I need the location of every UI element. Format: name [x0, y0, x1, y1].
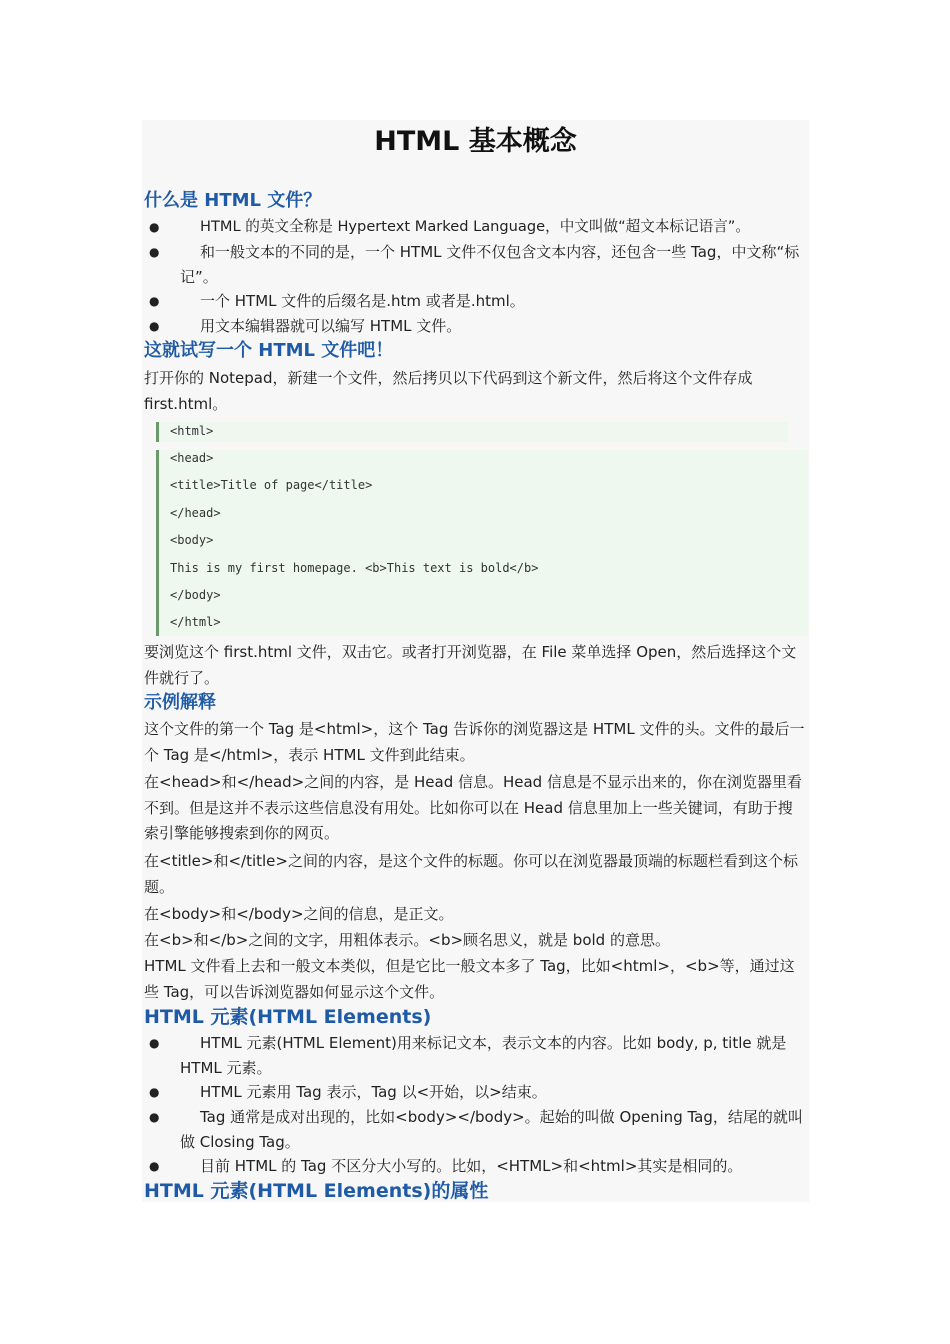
explain-paragraph: 在<title>和</title>之间的内容，是这个文件的标题。你可以在浏览器最顶端的标题栏看到这个标题。 — [144, 852, 798, 896]
code-line: <title>Title of page</title> — [170, 478, 373, 492]
list-item-text: HTML 元素用 Tag 表示，Tag 以<开始，以>结束。 — [200, 1083, 547, 1101]
list-item — [142, 1105, 807, 1154]
bullet-icon: ● — [149, 294, 160, 308]
heading-elements: HTML 元素(HTML Elements) — [144, 1006, 432, 1028]
code-line: </body> — [170, 588, 221, 602]
bullet-icon: ● — [149, 1110, 160, 1124]
list-item — [142, 1080, 807, 1105]
code-line: This is my first homepage. <b>This text is bold</b> — [170, 561, 539, 575]
bullet-icon: ● — [149, 1085, 160, 1099]
explain-paragraph: 在<b>和</b>之间的文字，用粗体表示。<b>顾名思义，就是 bold 的意思。 — [144, 931, 670, 949]
code-line: </head> — [170, 506, 221, 520]
code-block-first — [156, 422, 788, 442]
list-item — [142, 240, 807, 289]
page-title: HTML 基本概念 — [374, 126, 577, 157]
list-item-text: 一个 HTML 文件的后缀名是.htm 或者是.html。 — [200, 292, 525, 310]
intro-paragraph: 打开你的 Notepad，新建一个文件，然后拷贝以下代码到这个新文件，然后将这个文件存成 first.html。 — [144, 369, 753, 413]
list-item — [142, 314, 807, 339]
list-item — [142, 289, 807, 314]
heading-try-it: 这就试写一个 HTML 文件吧！ — [144, 340, 394, 361]
explain-paragraph: 在<body>和</body>之间的信息，是正文。 — [144, 905, 454, 923]
list-item-text: HTML 元素(HTML Element)用来标记文本，表示文本的内容。比如 body, p, title 就是 HTML 元素。 — [180, 1034, 787, 1077]
code-line: <html> — [170, 424, 214, 438]
heading-attributes: HTML 元素(HTML Elements)的属性 — [144, 1180, 489, 1202]
code-line: <body> — [170, 533, 214, 547]
list-item — [142, 1154, 807, 1179]
explain-paragraph: HTML 文件看上去和一般文本类似，但是它比一般文本多了 Tag，比如<html>，<b>等，通过这些 Tag，可以告诉浏览器如何显示这个文件。 — [144, 957, 795, 1001]
list-item-text: 和一般文本的不同的是，一个 HTML 文件不仅包含文本内容，还包含一些 Tag，中文称“标记”。 — [180, 243, 800, 286]
code-line: <head> — [170, 451, 214, 465]
bullet-icon: ● — [149, 319, 160, 333]
heading-what-is-html: 什么是 HTML 文件？ — [144, 190, 322, 211]
bullet-icon: ● — [149, 1036, 160, 1050]
list-item-text: Tag 通常是成对出现的，比如<body></body>。起始的叫做 Opening Tag，结尾的就叫做 Closing Tag。 — [180, 1108, 803, 1151]
list-item — [142, 1031, 807, 1080]
code-block — [156, 450, 808, 636]
bullet-icon: ● — [149, 220, 160, 234]
after-code-paragraph: 要浏览这个 first.html 文件，双击它。或者打开浏览器，在 File 菜单选择 Open，然后选择这个文件就行了。 — [144, 643, 797, 687]
bullet-icon: ● — [149, 1159, 160, 1173]
list-item-text: HTML 的英文全称是 Hypertext Marked Language，中文叫做“超文本标记语言”。 — [200, 218, 750, 235]
explain-paragraph: 这个文件的第一个 Tag 是<html>，这个 Tag 告诉你的浏览器这是 HTML 文件的头。文件的最后一个 Tag 是</html>，表示 HTML 文件到此结束。 — [144, 720, 805, 764]
explain-paragraph: 在<head>和</head>之间的内容，是 Head 信息。Head 信息是不显示出来的，你在浏览器里看不到。但是这并不表示这些信息没有用处。比如你可以在 Head 信息里加上一些关键词，有助于搜索引擎能够搜索到你的网页。 — [144, 773, 802, 842]
list-item-text: 目前 HTML 的 Tag 不区分大小写的。比如，<HTML>和<html>其实是相同的。 — [200, 1157, 743, 1175]
heading-explain: 示例解释 — [144, 692, 216, 713]
bullet-icon: ● — [149, 245, 160, 259]
list-item — [142, 215, 807, 240]
document-page — [142, 120, 809, 1202]
code-line: </html> — [170, 615, 221, 629]
list-item-text: 用文本编辑器就可以编写 HTML 文件。 — [200, 317, 462, 335]
